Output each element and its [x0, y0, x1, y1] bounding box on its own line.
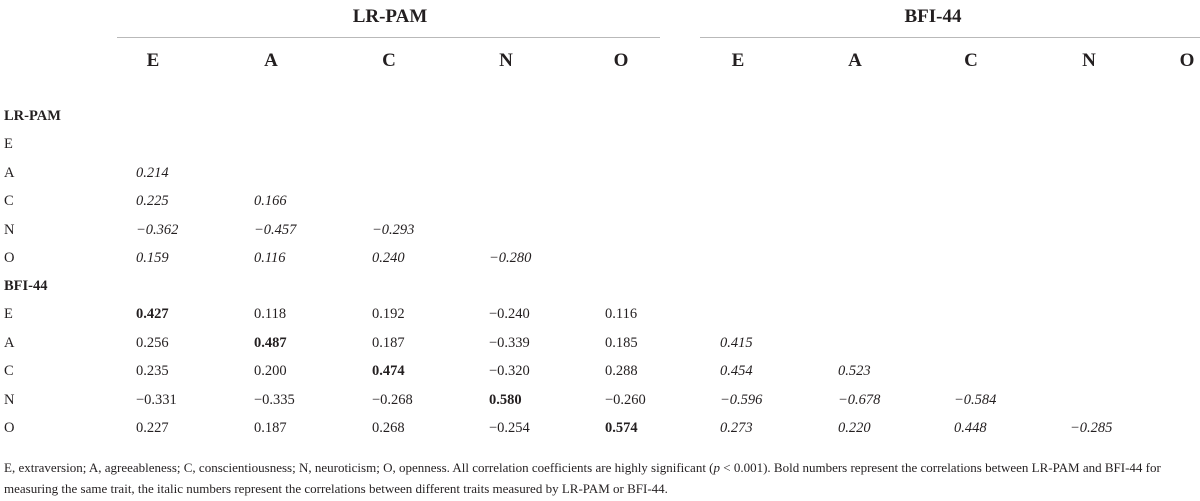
column-header-c: C: [964, 50, 978, 71]
table-cell: −0.584: [954, 391, 997, 408]
table-cell: 0.220: [838, 420, 871, 436]
table-cell: 0.454: [720, 363, 753, 380]
row-label: A: [4, 334, 15, 351]
table-cell: 0.225: [136, 193, 169, 210]
row-label: C: [4, 363, 14, 380]
row-label: E: [4, 306, 13, 323]
table-cell: 0.256: [136, 334, 169, 351]
table-cell: −0.678: [838, 391, 881, 408]
table-cell: −0.268: [372, 391, 413, 408]
table-cell: −0.596: [720, 391, 763, 408]
group-header-lr-pam: LR-PAM: [352, 6, 428, 27]
table-cell: 0.273: [720, 420, 753, 436]
footnote-text-1: E, extraversion; A, agreeableness; C, conscientiousness; N, neuroticism; O, openness. All correlation coefficients are highly significant (: [4, 460, 714, 475]
table-cell: 0.116: [254, 250, 286, 266]
table-cell: −0.285: [1070, 420, 1113, 436]
table-cell: 0.200: [254, 363, 287, 380]
table-cell: 0.580: [489, 391, 522, 408]
table-cell: −0.260: [605, 391, 646, 408]
table-cell: −0.254: [489, 420, 530, 436]
table-cell: 0.166: [254, 193, 287, 210]
table-cell: −0.293: [372, 221, 415, 238]
footnote-text-2: < 0.001). Bold numbers represent the correlations between LR-PAM and BFI-44 for measuring the same trait, the italic numbers represent the correlations between different traits measured by LR-PAM or BFI-44.: [4, 460, 1161, 496]
table-cell: −0.335: [254, 391, 295, 408]
table-footnote: [4, 457, 1196, 499]
table-cell: 0.192: [372, 306, 405, 323]
row-label: O: [4, 250, 15, 266]
table-cell: −0.362: [136, 221, 179, 238]
column-header-o: O: [1179, 50, 1195, 71]
group-header-bfi-44: BFI-44: [904, 6, 962, 27]
section-title: BFI-44: [4, 278, 48, 294]
table-cell: 0.288: [605, 363, 638, 380]
row-label: E: [4, 136, 13, 153]
section-title: LR-PAM: [4, 108, 61, 124]
column-header-n: N: [499, 50, 513, 71]
row-label: N: [4, 391, 15, 408]
table-cell: 0.118: [254, 306, 287, 323]
row-label: A: [4, 164, 15, 181]
table-cell: 0.227: [136, 420, 169, 436]
table-cell: 0.214: [136, 164, 169, 181]
column-header-a: A: [848, 50, 862, 71]
table-cell: 0.448: [954, 420, 987, 436]
table-cell: 0.240: [372, 250, 405, 266]
table-cell: 0.116: [605, 306, 638, 323]
table-cell: 0.474: [372, 363, 405, 380]
table-cell: −0.457: [254, 221, 297, 238]
column-header-c: C: [382, 50, 396, 71]
table-cell: 0.523: [838, 363, 871, 380]
table-cell: 0.185: [605, 334, 638, 351]
table-cell: 0.235: [136, 363, 169, 380]
row-label: O: [4, 420, 15, 436]
table-cell: 0.415: [720, 334, 753, 351]
footnote-p-symbol: p: [713, 460, 721, 475]
row-label: C: [4, 193, 14, 210]
table-cell: 0.487: [254, 334, 287, 351]
table-cell: −0.331: [136, 391, 177, 408]
table-cell: 0.159: [136, 250, 169, 266]
table-cell: 0.574: [605, 420, 638, 436]
row-label: N: [4, 221, 15, 238]
group-rule-bfi-44: [700, 37, 1200, 38]
table-cell: 0.268: [372, 420, 405, 436]
column-header-e: E: [146, 50, 160, 71]
table-cell: 0.187: [372, 334, 405, 351]
group-rule-lr-pam: [117, 37, 660, 38]
column-header-n: N: [1082, 50, 1096, 71]
column-header-o: O: [613, 50, 629, 71]
table-cell: 0.187: [254, 420, 287, 436]
table-cell: −0.240: [489, 306, 530, 323]
table-cell: 0.427: [136, 306, 169, 323]
table-cell: −0.320: [489, 363, 530, 380]
table-cell: −0.280: [489, 250, 532, 266]
column-header-e: E: [731, 50, 745, 71]
column-header-a: A: [264, 50, 278, 71]
table-cell: −0.339: [489, 334, 530, 351]
